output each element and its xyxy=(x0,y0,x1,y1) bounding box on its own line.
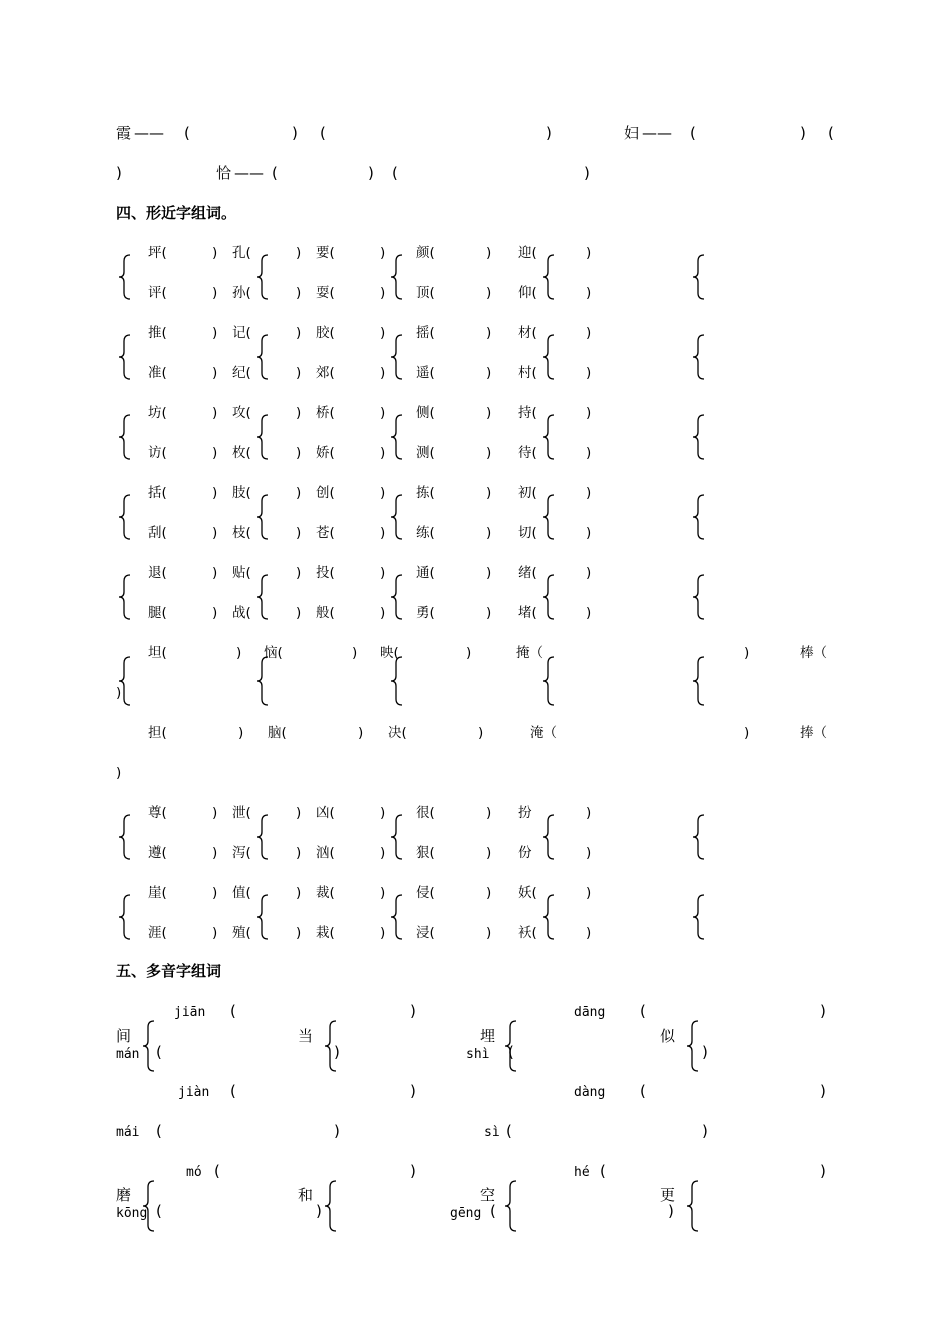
paren-close: ) xyxy=(380,485,386,501)
paren-close: ) xyxy=(820,1002,826,1020)
paren-close: ) xyxy=(212,285,218,301)
brace-icon xyxy=(118,574,132,620)
paren-close: ) xyxy=(820,1162,826,1180)
word-bottom: 堵( xyxy=(518,605,537,621)
paren-close: ) xyxy=(212,445,218,461)
paren-close: ) xyxy=(586,285,592,301)
pinyin: dàng xyxy=(574,1085,606,1100)
word-top: 映( xyxy=(380,645,399,661)
paren-close: ) xyxy=(486,845,492,861)
brace-icon xyxy=(118,656,132,706)
paren-close: ) xyxy=(410,1162,416,1180)
paren-open: ( xyxy=(230,1002,236,1020)
word-top: 坪( xyxy=(148,245,167,261)
paren-close: ) xyxy=(116,164,122,182)
word-top: 裁( xyxy=(316,885,335,901)
word-bottom: 淹（ xyxy=(530,725,557,741)
brace-icon xyxy=(118,814,132,860)
paren-close: ) xyxy=(380,325,386,341)
word-bottom: 泻( xyxy=(232,845,251,861)
paren-open: ( xyxy=(272,164,278,182)
poly-char-jian: 间 xyxy=(116,1027,132,1045)
word-top: 掩（ xyxy=(516,645,543,661)
brace-icon xyxy=(390,254,404,300)
paren-open: ( xyxy=(490,1202,496,1220)
brace-icon xyxy=(692,814,706,860)
word-top: 要( xyxy=(316,245,335,261)
paren-open: ( xyxy=(156,1043,162,1061)
word-top: 迎( xyxy=(518,245,537,261)
paren-open: ( xyxy=(508,1043,514,1061)
pinyin: mó xyxy=(186,1165,202,1180)
word-top: 初( xyxy=(518,485,537,501)
word-top: 很( xyxy=(416,805,435,821)
paren-open: ( xyxy=(156,1202,162,1220)
paren-close: ) xyxy=(486,805,492,821)
word-top: 扮 xyxy=(518,805,532,821)
word-bottom: 耍( xyxy=(316,285,335,301)
paren-close: ) xyxy=(478,725,484,741)
paren-close: ) xyxy=(486,525,492,541)
paren-open: ( xyxy=(600,1162,606,1180)
brace-icon xyxy=(324,1020,338,1072)
word-top: 妖( xyxy=(518,885,537,901)
brace-icon xyxy=(542,254,556,300)
paren-close: ) xyxy=(296,525,302,541)
paren-close: ) xyxy=(380,845,386,861)
paren-close: ) xyxy=(586,365,592,381)
word-bottom: 腿( xyxy=(148,605,167,621)
paren-close: ) xyxy=(800,124,806,142)
paren-close: ) xyxy=(380,925,386,941)
word-bottom: 村( xyxy=(518,365,537,381)
paren-close: ) xyxy=(586,805,592,821)
paren-close: ) xyxy=(296,445,302,461)
paren-close: ) xyxy=(586,405,592,421)
brace-icon xyxy=(118,334,132,380)
word-bottom: 仰( xyxy=(518,285,537,301)
paren-close: ) xyxy=(744,645,750,661)
brace-icon xyxy=(256,254,270,300)
word-bottom: 栽( xyxy=(316,925,335,941)
word-bottom: 遥( xyxy=(416,365,435,381)
paren-open: ( xyxy=(230,1082,236,1100)
word-bottom: 刮( xyxy=(148,525,167,541)
paren-close: ) xyxy=(586,445,592,461)
word-top: 侧( xyxy=(416,405,435,421)
word-bottom: 战( xyxy=(232,605,251,621)
brace-icon xyxy=(256,574,270,620)
dash: —— xyxy=(134,124,164,142)
word-top: 凶( xyxy=(316,805,335,821)
word-top: 绪( xyxy=(518,565,537,581)
poly-char-si: 似 xyxy=(660,1027,676,1045)
paren-close: ) xyxy=(296,845,302,861)
paren-close: ) xyxy=(668,1202,674,1220)
word-top: 攻( xyxy=(232,405,251,421)
paren-close: ) xyxy=(410,1002,416,1020)
paren-close: ) xyxy=(486,565,492,581)
brace-icon xyxy=(256,414,270,460)
word-bottom: 涯( xyxy=(148,925,167,941)
brace-icon xyxy=(542,334,556,380)
brace-icon xyxy=(256,494,270,540)
paren-close: ) xyxy=(380,365,386,381)
brace-icon xyxy=(256,656,270,706)
word-top: 持( xyxy=(518,405,537,421)
paren-close: ) xyxy=(410,1082,416,1100)
brace-icon xyxy=(542,494,556,540)
word-top: 创( xyxy=(316,485,335,501)
brace-icon xyxy=(142,1180,156,1232)
word-bottom: 孙( xyxy=(232,285,251,301)
paren-close: ) xyxy=(368,164,374,182)
word-top: 棒（ xyxy=(800,645,827,661)
brace-icon xyxy=(390,656,404,706)
brace-icon xyxy=(692,894,706,940)
brace-icon xyxy=(390,494,404,540)
paren-close: ) xyxy=(380,805,386,821)
word-bottom: 顶( xyxy=(416,285,435,301)
word-bottom: 狠( xyxy=(416,845,435,861)
paren-close: ) xyxy=(212,605,218,621)
paren-close: ) xyxy=(702,1043,708,1061)
word-bottom: 准( xyxy=(148,365,167,381)
brace-icon xyxy=(118,494,132,540)
paren-close: ) xyxy=(296,365,302,381)
paren-close: ) xyxy=(586,565,592,581)
word-top: 侵( xyxy=(416,885,435,901)
paren-close: ) xyxy=(380,885,386,901)
paren-close: ) xyxy=(586,325,592,341)
brace-icon xyxy=(118,254,132,300)
paren-close: ) xyxy=(212,405,218,421)
paren-close: ) xyxy=(296,885,302,901)
word-top: 崖( xyxy=(148,885,167,901)
paren-close: ) xyxy=(486,245,492,261)
poly-char-he: 和 xyxy=(298,1186,314,1204)
word-bottom: 汹( xyxy=(316,845,335,861)
paren-close: ) xyxy=(586,885,592,901)
word-top: 泄( xyxy=(232,805,251,821)
word-top: 坊( xyxy=(148,405,167,421)
word-top: 括( xyxy=(148,485,167,501)
paren-close: ) xyxy=(380,605,386,621)
word-top: 推( xyxy=(148,325,167,341)
paren-close: ) xyxy=(380,245,386,261)
paren-close: ) xyxy=(212,805,218,821)
paren-close: ) xyxy=(212,565,218,581)
brace-icon xyxy=(692,574,706,620)
brace-icon xyxy=(118,894,132,940)
paren-close: ) xyxy=(334,1122,340,1140)
word-bottom: 测( xyxy=(416,445,435,461)
paren-close: ) xyxy=(316,1202,322,1220)
brace-icon xyxy=(390,894,404,940)
brace-icon xyxy=(686,1020,700,1072)
word-top: 记( xyxy=(232,325,251,341)
paren-close: ) xyxy=(486,885,492,901)
word-top: 通( xyxy=(416,565,435,581)
paren-close: ) xyxy=(586,605,592,621)
paren-close: ) xyxy=(212,325,218,341)
word-bottom: 殖( xyxy=(232,925,251,941)
word-bottom: 枚( xyxy=(232,445,251,461)
word-top: 拣( xyxy=(416,485,435,501)
brace-icon xyxy=(692,494,706,540)
paren-close: ) xyxy=(546,124,552,142)
paren-open: ( xyxy=(156,1122,162,1140)
paren-close: ) xyxy=(352,645,358,661)
paren-close: ) xyxy=(380,565,386,581)
word-bottom: 切( xyxy=(518,525,537,541)
word-top: 胶( xyxy=(316,325,335,341)
paren-close: ) xyxy=(380,405,386,421)
paren-open: ( xyxy=(214,1162,220,1180)
word-bottom: 脑( xyxy=(268,725,287,741)
word-top: 尊( xyxy=(148,805,167,821)
brace-icon xyxy=(118,414,132,460)
pinyin: sì xyxy=(484,1125,500,1140)
word-fu: 妇 xyxy=(624,124,640,142)
word-top: 坦( xyxy=(148,645,167,661)
word-bottom: 娇( xyxy=(316,445,335,461)
paren-close: ) xyxy=(584,164,590,182)
word-xia: 霞 xyxy=(116,124,132,142)
paren-close: ) xyxy=(212,885,218,901)
word-top: 恼( xyxy=(264,645,283,661)
brace-icon xyxy=(390,574,404,620)
paren-close: ) xyxy=(212,485,218,501)
section4-heading: 四、形近字组词。 xyxy=(116,204,237,222)
paren-open: ( xyxy=(640,1082,646,1100)
word-top: 贴( xyxy=(232,565,251,581)
paren-close: ) xyxy=(296,285,302,301)
word-bottom: 勇( xyxy=(416,605,435,621)
paren-close: ) xyxy=(486,445,492,461)
pinyin: hé xyxy=(574,1165,590,1180)
paren-close: ) xyxy=(586,485,592,501)
paren-close: ) xyxy=(380,525,386,541)
paren-close: ) xyxy=(116,765,122,781)
paren-close: ) xyxy=(486,925,492,941)
pinyin: dāng xyxy=(574,1005,606,1020)
brace-icon xyxy=(692,254,706,300)
paren-open: ( xyxy=(320,124,326,142)
word-bottom: 遵( xyxy=(148,845,167,861)
paren-close: ) xyxy=(212,525,218,541)
word-top: 桥( xyxy=(316,405,335,421)
brace-icon xyxy=(142,1020,156,1072)
word-bottom: 待( xyxy=(518,445,537,461)
brace-icon xyxy=(504,1020,518,1072)
brace-icon xyxy=(542,814,556,860)
dash: —— xyxy=(234,164,264,182)
brace-icon xyxy=(686,1180,700,1232)
word-bottom: 捧（ xyxy=(800,725,827,741)
paren-close: ) xyxy=(486,285,492,301)
brace-icon xyxy=(390,814,404,860)
section5-heading: 五、多音字组词 xyxy=(116,962,222,980)
paren-close: ) xyxy=(212,845,218,861)
word-bottom: 访( xyxy=(148,445,167,461)
brace-icon xyxy=(256,334,270,380)
paren-close: ) xyxy=(212,245,218,261)
paren-open: ( xyxy=(640,1002,646,1020)
word-bottom: 担( xyxy=(148,725,167,741)
brace-icon xyxy=(692,334,706,380)
paren-close: ) xyxy=(296,485,302,501)
brace-icon xyxy=(542,894,556,940)
paren-close: ) xyxy=(212,925,218,941)
brace-icon xyxy=(390,414,404,460)
paren-close: ) xyxy=(586,525,592,541)
pinyin: shì xyxy=(466,1047,490,1062)
paren-close: ) xyxy=(702,1122,708,1140)
brace-icon xyxy=(542,656,556,706)
word-top: 孔( xyxy=(232,245,251,261)
poly-char-kong: 空 xyxy=(480,1186,496,1204)
word-bottom: 决( xyxy=(388,725,407,741)
brace-icon xyxy=(542,414,556,460)
pinyin: kōng xyxy=(116,1206,148,1221)
word-bottom: 般( xyxy=(316,605,335,621)
brace-icon xyxy=(504,1180,518,1232)
brace-icon xyxy=(256,894,270,940)
paren-close: ) xyxy=(744,725,750,741)
poly-char-mo: 磨 xyxy=(116,1186,132,1204)
paren-close: ) xyxy=(486,405,492,421)
paren-close: ) xyxy=(358,725,364,741)
paren-close: ) xyxy=(586,245,592,261)
pinyin: gēng xyxy=(450,1206,482,1221)
paren-open: ( xyxy=(690,124,696,142)
brace-icon xyxy=(256,814,270,860)
dash: —— xyxy=(642,124,672,142)
paren-close: ) xyxy=(296,325,302,341)
paren-close: ) xyxy=(296,565,302,581)
brace-icon xyxy=(324,1180,338,1232)
paren-close: ) xyxy=(296,405,302,421)
poly-char-dang: 当 xyxy=(298,1027,314,1045)
brace-icon xyxy=(390,334,404,380)
brace-icon xyxy=(542,574,556,620)
paren-close: ) xyxy=(380,445,386,461)
pinyin: jiàn xyxy=(178,1085,210,1100)
word-bottom: 郊( xyxy=(316,365,335,381)
paren-close: ) xyxy=(296,925,302,941)
word-bottom: 浸( xyxy=(416,925,435,941)
paren-close: ) xyxy=(586,925,592,941)
word-qia: 恰 xyxy=(216,164,232,182)
word-bottom: 份 xyxy=(518,845,532,861)
paren-close: ) xyxy=(212,365,218,381)
paren-close: ) xyxy=(486,365,492,381)
paren-close: ) xyxy=(586,845,592,861)
word-bottom: 练( xyxy=(416,525,435,541)
paren-close: ) xyxy=(466,645,472,661)
paren-close: ) xyxy=(334,1043,340,1061)
pinyin: jiān xyxy=(174,1005,206,1020)
paren-open: ( xyxy=(184,124,190,142)
word-bottom: 枝( xyxy=(232,525,251,541)
paren-close: ) xyxy=(296,605,302,621)
word-top: 摇( xyxy=(416,325,435,341)
paren-close: ) xyxy=(296,805,302,821)
paren-close: ) xyxy=(486,325,492,341)
word-bottom: 苍( xyxy=(316,525,335,541)
poly-char-mai: 埋 xyxy=(480,1027,496,1045)
word-bottom: 评( xyxy=(148,285,167,301)
paren-close: ) xyxy=(292,124,298,142)
pinyin: mán xyxy=(116,1047,140,1062)
brace-icon xyxy=(692,656,706,706)
paren-close: ) xyxy=(296,245,302,261)
paren-open: ( xyxy=(392,164,398,182)
paren-close: ) xyxy=(486,485,492,501)
word-bottom: 纪( xyxy=(232,365,251,381)
word-top: 退( xyxy=(148,565,167,581)
word-top: 颜( xyxy=(416,245,435,261)
word-bottom: 袄( xyxy=(518,925,537,941)
word-top: 值( xyxy=(232,885,251,901)
paren-open: ( xyxy=(828,124,834,142)
pinyin: mái xyxy=(116,1125,140,1140)
word-top: 投( xyxy=(316,565,335,581)
word-top: 肢( xyxy=(232,485,251,501)
brace-icon xyxy=(692,414,706,460)
paren-close: ) xyxy=(238,725,244,741)
paren-close: ) xyxy=(380,285,386,301)
paren-close: ) xyxy=(236,645,242,661)
paren-close: ) xyxy=(486,605,492,621)
paren-close: ) xyxy=(820,1082,826,1100)
poly-char-geng: 更 xyxy=(660,1186,676,1204)
word-top: 材( xyxy=(518,325,537,341)
paren-close: ) xyxy=(116,685,122,701)
paren-open: ( xyxy=(506,1122,512,1140)
